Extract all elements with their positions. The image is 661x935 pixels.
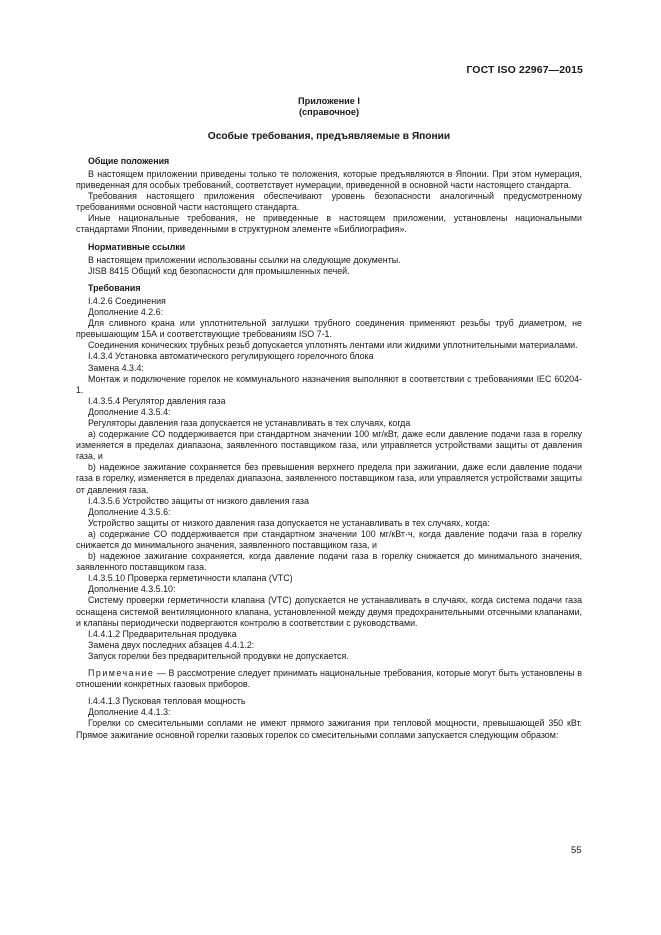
clause-label: Замена 4.3.4:: [88, 362, 144, 373]
paragraph: Монтаж и подключение горелок не коммунального назначения выполняют в соответствии с требованиями IEC 60204-1.: [76, 373, 582, 395]
paragraph: Регуляторы давления газа допускается не устанавливать в тех случаях, когда: [88, 417, 411, 428]
clause-title: I.4.3.4 Установка автоматического регулирующего горелочного блока: [88, 351, 374, 362]
paragraph: JISB 8415 Общий код безопасности для промышленных печей.: [88, 265, 350, 276]
paragraph: Для сливного крана или уплотнительной заглушки трубного соединения применяют резьбы труб диаметром, не превышающим 15А и соответствующие требованиям ISO 7-1.: [76, 318, 582, 340]
section-requirements: [76, 296, 582, 741]
paragraph: Горелки со смесительными соплами не имеют прямого зажигания при тепловой мощности, превышающей 350 кВт. Прямое зажигание основной горелки газовых горелок со смесительными соплами запускается следующим образом:: [76, 718, 582, 740]
main-title: Особые требования, предъявляемые в Японии: [207, 130, 451, 142]
list-item: а) содержание CO поддерживается при стандартном значении 100 мг/кВт, даже если давление подачи газа в горелку изменяется в пределах диапазона, заявленного поставщиком газа, или управляется устройствами защиты от давления газа, и: [76, 429, 582, 462]
paragraph: В настоящем приложении использованы ссылки на следующие документы.: [88, 254, 401, 265]
paragraph: Требования настоящего приложения обеспечивают уровень безопасности аналогичный предусмотренному требованиями основной части настоящего стандарта.: [76, 191, 582, 213]
clause-title: I.4.2.6 Соединения: [88, 295, 166, 306]
clause-label: Дополнение 4.3.5.4:: [88, 406, 171, 417]
clause-title: I.4.3.5.10 Проверка герметичности клапана (VTC): [88, 573, 293, 584]
note: [76, 668, 582, 690]
list-item: а) содержание CO поддерживается при стандартном значении 100 мг/кВт·ч, когда давление подачи газа в горелку снижается до минимального значения, заявленного поставщиком газа, и: [76, 528, 582, 550]
section-heading-general: Общие положения: [88, 155, 170, 166]
section-heading-requirements: Требования: [88, 282, 141, 293]
paragraph: Систему проверки герметичности клапана (VTC) допускается не устанавливать в случаях, когда система подачи газа оснащена системой вентиляционного клапана, установленной между двумя предохранительными отсечными клапанами, и клапаны периодически подвергаются контролю в соответствии с руководствами.: [76, 595, 582, 628]
clause-title: I.4.4.1.3 Пусковая тепловая мощность: [88, 696, 246, 707]
paragraph: Соединения конических трубных резьб допускается уплотнять лентами или жидкими уплотнительными материалами.: [88, 340, 578, 351]
paragraph: Устройство защиты от низкого давления газа допускается не устанавливать в тех случаях, когда:: [88, 517, 490, 528]
note-label: Примечание: [88, 668, 155, 679]
clause-label: Дополнение 4.2.6:: [88, 307, 164, 318]
section-normative: [76, 255, 582, 277]
annex-subtitle: (справочное): [298, 107, 359, 118]
section-heading-normative: Нормативные ссылки: [88, 241, 186, 252]
clause-title: I.4.3.5.6 Устройство защиты от низкого давления газа: [88, 495, 309, 506]
paragraph: Иные национальные требования, не приведенные в настоящем приложении, установлены национальными стандартами Японии, приведенными в структурном элементе «Библиография».: [76, 213, 582, 235]
note-text: — В рассмотрение следует принимать национальные требования, которые могут быть установлены в отношении конкретных газовых приборов.: [76, 668, 582, 690]
clause-label: Дополнение 4.4.1.3:: [88, 707, 171, 718]
clause-label: Дополнение 4.3.5.10:: [88, 584, 176, 595]
paragraph: В настоящем приложении приведены только те положения, которые предъявляются в Японии. При этом нумерация, приведенная для особых требований, соответствует нумерации, приведенной в основной части настоящего стандарта.: [76, 169, 582, 191]
document-id: ГОСТ ISO 22967—2015: [466, 64, 583, 76]
list-item: b) надежное зажигание сохраняется, когда давление подачи газа в горелку снижается до минимального значения, заявленного поставщиком газа.: [76, 551, 582, 573]
annex-title: Приложение I: [298, 96, 360, 106]
paragraph: Запуск горелки без предварительной продувки не допускается.: [88, 650, 349, 661]
document-body: [76, 96, 582, 741]
clause-label: Замена двух последних абзацев 4.4.1.2:: [88, 639, 255, 650]
section-general: [76, 169, 582, 236]
list-item: b) надежное зажигание сохраняется без превышения верхнего предела при зажигании, даже если давление подачи газа в горелку, изменяется в пределах диапазона, заявленного поставщиком газа, или управляется устройствами защиты от давления газа.: [76, 462, 582, 495]
clause-title: I.4.3.5.4 Регулятор давления газа: [88, 395, 226, 406]
clause-title: I.4.4.1.2 Предварительная продувка: [88, 628, 237, 639]
page-number: 55: [571, 845, 582, 856]
clause-label: Дополнение 4.3.5.6:: [88, 506, 171, 517]
